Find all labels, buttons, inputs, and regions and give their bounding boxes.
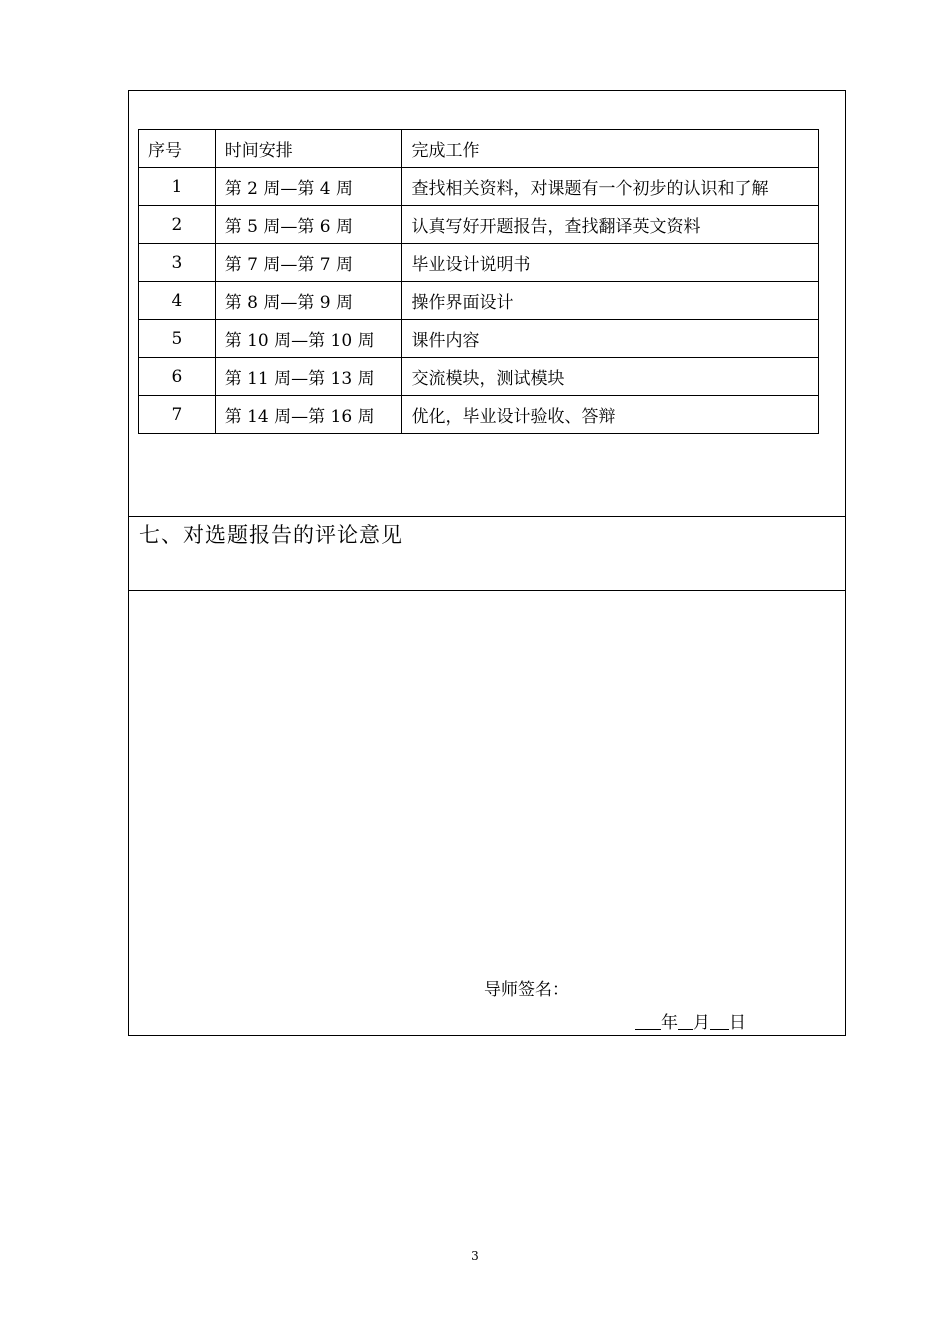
table-row bbox=[139, 396, 819, 434]
section-title-review: 七、对选题报告的评论意见 bbox=[139, 523, 403, 547]
row-number: 5 bbox=[139, 320, 216, 358]
row-time: 第 5 周—第 6 周 bbox=[215, 206, 402, 244]
year-label: 年 bbox=[661, 1013, 678, 1033]
form-frame bbox=[128, 90, 846, 1036]
row-number: 7 bbox=[139, 396, 216, 434]
section-divider bbox=[129, 516, 845, 517]
month-blank[interactable] bbox=[678, 1012, 693, 1030]
comment-area[interactable] bbox=[129, 591, 845, 966]
day-label: 日 bbox=[729, 1013, 746, 1033]
schedule-table bbox=[138, 129, 819, 434]
row-number: 4 bbox=[139, 282, 216, 320]
table-row bbox=[139, 168, 819, 206]
row-work: 操作界面设计 bbox=[402, 282, 819, 320]
table-row bbox=[139, 206, 819, 244]
year-blank[interactable] bbox=[635, 1012, 661, 1030]
header-completed-work: 完成工作 bbox=[402, 130, 819, 168]
row-time: 第 8 周—第 9 周 bbox=[215, 282, 402, 320]
page-number: 3 bbox=[471, 1249, 479, 1263]
row-time: 第 10 周—第 10 周 bbox=[215, 320, 402, 358]
row-work: 查找相关资料，对课题有一个初步的认识和了解 bbox=[402, 168, 819, 206]
row-work: 交流模块，测试模块 bbox=[402, 358, 819, 396]
day-blank[interactable] bbox=[710, 1012, 729, 1030]
row-work: 课件内容 bbox=[402, 320, 819, 358]
header-time-schedule: 时间安排 bbox=[215, 130, 402, 168]
month-label: 月 bbox=[693, 1013, 710, 1033]
header-serial-number: 序号 bbox=[139, 130, 216, 168]
row-work: 毕业设计说明书 bbox=[402, 244, 819, 282]
row-number: 1 bbox=[139, 168, 216, 206]
date-line bbox=[635, 1008, 746, 1033]
row-time: 第 14 周—第 16 周 bbox=[215, 396, 402, 434]
row-work: 认真写好开题报告，查找翻译英文资料 bbox=[402, 206, 819, 244]
row-number: 6 bbox=[139, 358, 216, 396]
table-row bbox=[139, 320, 819, 358]
row-time: 第 11 周—第 13 周 bbox=[215, 358, 402, 396]
row-number: 3 bbox=[139, 244, 216, 282]
table-row bbox=[139, 358, 819, 396]
row-time: 第 2 周—第 4 周 bbox=[215, 168, 402, 206]
row-work: 优化，毕业设计验收、答辩 bbox=[402, 396, 819, 434]
row-time: 第 7 周—第 7 周 bbox=[215, 244, 402, 282]
table-row bbox=[139, 244, 819, 282]
signature-label: 导师签名： bbox=[484, 980, 569, 1000]
table-row bbox=[139, 282, 819, 320]
row-number: 2 bbox=[139, 206, 216, 244]
table-header-row bbox=[139, 130, 819, 168]
